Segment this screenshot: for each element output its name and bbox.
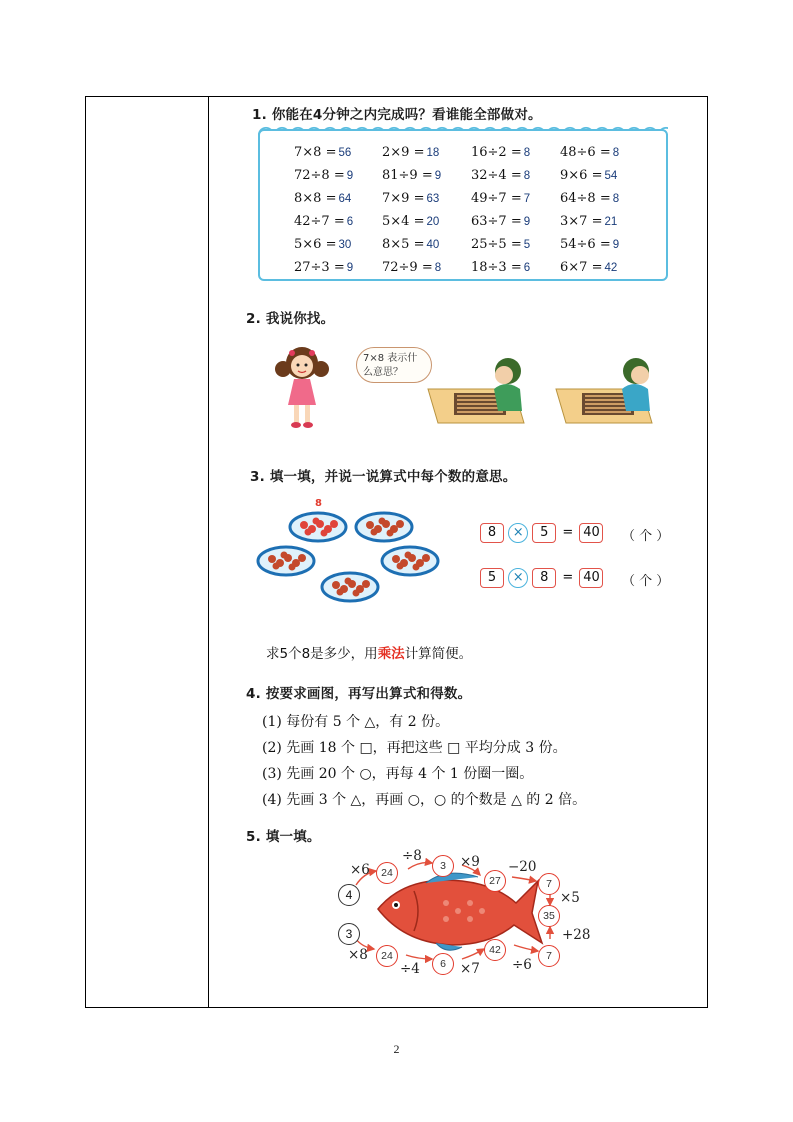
equation-expression: 64÷8 = bbox=[560, 191, 611, 206]
equation-r3c1 bbox=[294, 191, 351, 206]
equation-r1c2 bbox=[382, 145, 439, 160]
plate-count-label: 8 bbox=[315, 498, 322, 509]
chain-bottom-op-4: ÷6 bbox=[512, 957, 532, 973]
equation-answer[interactable]: 56 bbox=[338, 147, 352, 159]
plate-4 bbox=[382, 547, 438, 575]
equation-r3c3 bbox=[471, 191, 530, 206]
equation-expression: 5×4 = bbox=[382, 214, 425, 229]
note-highlight: 乘法 bbox=[377, 646, 405, 662]
equation-r1c4 bbox=[560, 145, 619, 160]
equation-expression: 5×6 = bbox=[294, 237, 337, 252]
chain-bottom-value-1[interactable]: 24 bbox=[376, 945, 398, 967]
chain-bottom-op-1: ×8 bbox=[348, 947, 368, 963]
equation-r6c1 bbox=[294, 260, 353, 275]
equation-expression: 7×9 = bbox=[382, 191, 425, 206]
q1-title: 1. 你能在4分钟之内完成吗？看谁能全部做对。 bbox=[252, 107, 542, 123]
eq1-equals: = bbox=[562, 525, 574, 540]
equation-expression: 72÷9 = bbox=[382, 260, 433, 275]
equation-row-1 bbox=[480, 523, 603, 543]
plate-3 bbox=[258, 547, 314, 575]
equation-answer[interactable]: 5 bbox=[523, 239, 531, 251]
chain-bottom-value-3[interactable]: 42 bbox=[484, 939, 506, 961]
equation-answer[interactable]: 9 bbox=[346, 170, 354, 182]
equation-expression: 18÷3 = bbox=[471, 260, 522, 275]
eq1-factor-a[interactable]: 8 bbox=[480, 523, 504, 543]
equation-r5c4 bbox=[560, 237, 619, 252]
equation-answer[interactable]: 9 bbox=[612, 239, 620, 251]
eq2-equals: = bbox=[562, 570, 574, 585]
chain-top-op-2: ÷8 bbox=[402, 848, 422, 864]
equation-r1c1 bbox=[294, 145, 351, 160]
equation-r4c4 bbox=[560, 214, 617, 229]
equation-answer[interactable]: 8 bbox=[523, 147, 531, 159]
equation-r4c1 bbox=[294, 214, 353, 229]
eq1-result[interactable]: 40 bbox=[579, 523, 603, 543]
equation-r5c1 bbox=[294, 237, 351, 252]
girl-illustration bbox=[272, 341, 332, 433]
equation-expression: 9×6 = bbox=[560, 168, 603, 183]
q3-title: 3. 填一填，并说一说算式中每个数的意思。 bbox=[250, 469, 517, 485]
equation-expression: 81÷9 = bbox=[382, 168, 433, 183]
chain-start-top: 4 bbox=[338, 884, 360, 906]
equation-answer[interactable]: 40 bbox=[426, 239, 440, 251]
equation-expression: 6×7 = bbox=[560, 260, 603, 275]
note-suffix: 计算简便。 bbox=[404, 646, 473, 662]
q5-title: 5. 填一填。 bbox=[246, 829, 321, 845]
q2-title: 2. 我说你找。 bbox=[246, 311, 335, 327]
equation-expression: 48÷6 = bbox=[560, 145, 611, 160]
page-number: 2 bbox=[393, 1042, 400, 1056]
equation-answer[interactable]: 7 bbox=[523, 193, 531, 205]
q4-item-2: (2) 先画 18 个 □，再把这些 □ 平均分成 3 份。 bbox=[262, 740, 567, 756]
equation-r6c2 bbox=[382, 260, 441, 275]
chain-start-bottom: 3 bbox=[338, 923, 360, 945]
chain-right-value-1[interactable]: 35 bbox=[538, 905, 560, 927]
page-frame bbox=[85, 96, 708, 1008]
eq2-operator[interactable]: × bbox=[508, 568, 528, 588]
equation-r2c2 bbox=[382, 168, 441, 183]
equation-answer[interactable]: 6 bbox=[346, 216, 354, 228]
chain-bottom-op-2: ÷4 bbox=[400, 961, 420, 977]
equation-answer[interactable]: 8 bbox=[434, 262, 442, 274]
equation-answer[interactable]: 9 bbox=[346, 262, 354, 274]
q4-title: 4. 按要求画图，再写出算式和得数。 bbox=[246, 686, 472, 702]
equation-r6c3 bbox=[471, 260, 530, 275]
column-divider bbox=[208, 97, 209, 1007]
eq1-operator[interactable]: × bbox=[508, 523, 528, 543]
equation-r4c3 bbox=[471, 214, 530, 229]
chain-right-op-1: ×5 bbox=[560, 890, 580, 906]
equation-expression: 16÷2 = bbox=[471, 145, 522, 160]
equation-r4c2 bbox=[382, 214, 439, 229]
equation-r2c1 bbox=[294, 168, 353, 183]
plates-with-apples bbox=[256, 507, 452, 609]
equation-expression: 42÷7 = bbox=[294, 214, 345, 229]
plate-5 bbox=[322, 573, 378, 601]
q4-item-4: (4) 先画 3 个 △，再画 ○，○ 的个数是 △ 的 2 倍。 bbox=[262, 792, 587, 808]
equation-expression: 63÷7 = bbox=[471, 214, 522, 229]
equation-answer[interactable]: 9 bbox=[523, 216, 531, 228]
equation-answer[interactable]: 9 bbox=[434, 170, 442, 182]
eq1-factor-b[interactable]: 5 bbox=[532, 523, 556, 543]
chain-top-value-2[interactable]: 3 bbox=[432, 855, 454, 877]
note-prefix: 求5个8是多少，用 bbox=[266, 646, 378, 662]
bubble-line-1: 7×8 表示什 bbox=[363, 353, 418, 364]
chain-bottom-op-3: ×7 bbox=[460, 961, 480, 977]
plate-2 bbox=[356, 513, 412, 541]
equation-expression: 8×5 = bbox=[382, 237, 425, 252]
equation-r2c4 bbox=[560, 168, 617, 183]
equation-answer[interactable]: 6 bbox=[523, 262, 531, 274]
eq1-unit: （ 个 ） bbox=[622, 529, 670, 544]
eq2-factor-b[interactable]: 8 bbox=[532, 568, 556, 588]
chain-bottom-value-2[interactable]: 6 bbox=[432, 953, 454, 975]
equation-row-2 bbox=[480, 568, 603, 588]
equation-expression: 72÷8 = bbox=[294, 168, 345, 183]
q4-item-3: (3) 先画 20 个 ○，再每 4 个 1 份圈一圈。 bbox=[262, 766, 534, 782]
bubble-line-2: 么意思？ bbox=[363, 367, 403, 378]
equation-answer[interactable]: 8 bbox=[612, 193, 620, 205]
equation-r2c3 bbox=[471, 168, 530, 183]
chain-top-op-4: −20 bbox=[508, 859, 537, 875]
eq2-result[interactable]: 40 bbox=[579, 568, 603, 588]
boys-with-dot-arrays bbox=[424, 349, 674, 435]
eq2-factor-a[interactable]: 5 bbox=[480, 568, 504, 588]
q3-note bbox=[266, 642, 472, 662]
equation-answer[interactable]: 18 bbox=[426, 147, 440, 159]
chain-top-op-1: ×6 bbox=[350, 862, 370, 878]
equation-expression: 7×8 = bbox=[294, 145, 337, 160]
equation-expression: 54÷6 = bbox=[560, 237, 611, 252]
equation-answer[interactable]: 42 bbox=[604, 262, 618, 274]
chain-right-op-2: +28 bbox=[562, 927, 591, 943]
boy-two bbox=[556, 358, 652, 423]
speech-bubble bbox=[356, 347, 432, 383]
equation-r5c2 bbox=[382, 237, 439, 252]
boy-one bbox=[428, 358, 524, 423]
equation-answer[interactable]: 30 bbox=[338, 239, 352, 251]
equation-expression: 27÷3 = bbox=[294, 260, 345, 275]
equation-r6c4 bbox=[560, 260, 617, 275]
equation-expression: 3×7 = bbox=[560, 214, 603, 229]
chain-top-op-3: ×9 bbox=[460, 854, 480, 870]
equation-r3c2 bbox=[382, 191, 439, 206]
chain-top-value-4[interactable]: 7 bbox=[538, 873, 560, 895]
equation-answer[interactable]: 8 bbox=[612, 147, 620, 159]
equation-expression: 25÷5 = bbox=[471, 237, 522, 252]
equation-expression: 32÷4 = bbox=[471, 168, 522, 183]
equation-answer[interactable]: 20 bbox=[426, 216, 440, 228]
q4-item-1: (1) 每份有 5 个 △，有 2 份。 bbox=[262, 714, 450, 730]
eq2-unit: （ 个 ） bbox=[622, 574, 670, 589]
equation-r5c3 bbox=[471, 237, 530, 252]
equation-r1c3 bbox=[471, 145, 530, 160]
chain-top-value-3[interactable]: 27 bbox=[484, 870, 506, 892]
equation-expression: 49÷7 = bbox=[471, 191, 522, 206]
plate-1 bbox=[290, 513, 346, 541]
equation-expression: 2×9 = bbox=[382, 145, 425, 160]
equation-expression: 8×8 = bbox=[294, 191, 337, 206]
equation-answer[interactable]: 54 bbox=[604, 170, 618, 182]
equation-answer[interactable]: 64 bbox=[338, 193, 352, 205]
chain-top-value-1[interactable]: 24 bbox=[376, 862, 398, 884]
equation-answer[interactable]: 8 bbox=[523, 170, 531, 182]
equation-answer[interactable]: 63 bbox=[426, 193, 440, 205]
equation-r3c4 bbox=[560, 191, 619, 206]
equation-answer[interactable]: 21 bbox=[604, 216, 618, 228]
chain-bottom-value-4[interactable]: 7 bbox=[538, 945, 560, 967]
